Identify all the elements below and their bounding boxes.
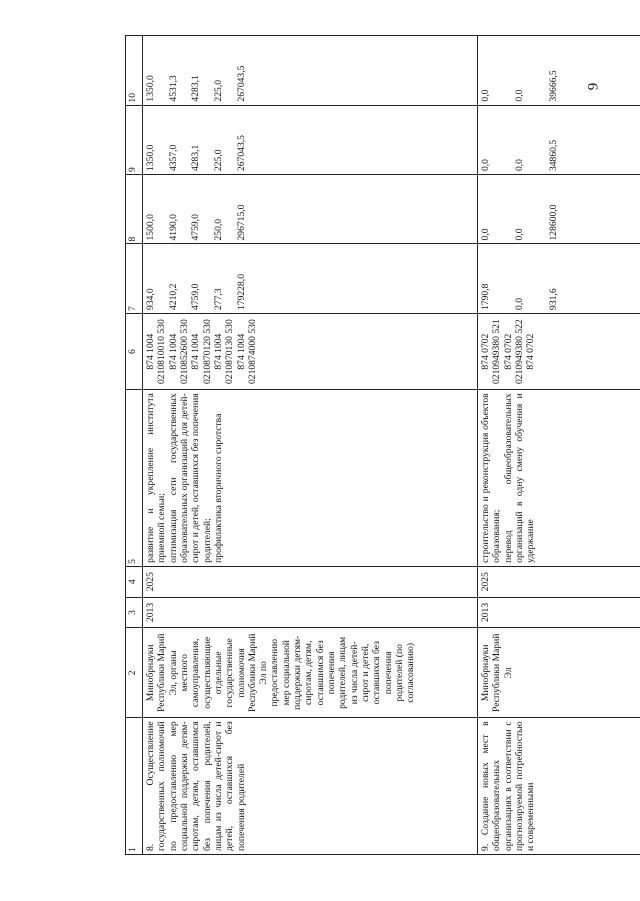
col-header: 8 <box>126 175 143 244</box>
measure-name: 8. Осуществление государственных полномочий по предоставлению мер социальной поддержки детям-сиротам, детям, оставшимся без попечения родителей, лицам из числа детей-сирот и детей, оставшихся без попечения родителей <box>143 718 478 855</box>
table-row <box>143 36 478 855</box>
col-header: 3 <box>126 597 143 628</box>
amounts-col7 <box>143 244 478 313</box>
amounts-col9 <box>143 105 478 174</box>
budget-code: 874 0702 <box>525 333 537 370</box>
amount: 0,0 <box>513 89 525 102</box>
amount: 0,0 <box>513 228 525 241</box>
amount: 4759,0 <box>190 283 202 310</box>
amount: 4210,2 <box>167 283 179 310</box>
col-header: 9 <box>126 105 143 174</box>
direction-item: профилактика вторичного сиротства <box>212 413 224 563</box>
budget-code: 874 0702 0210949380 522 <box>502 319 525 385</box>
amount: 277,3 <box>212 288 224 310</box>
col-header: 5 <box>126 390 143 567</box>
budget-codes <box>143 313 478 389</box>
amount: 296715,0 <box>235 204 247 241</box>
table-row <box>478 36 640 855</box>
budget-code: 874 1004 0210874000 530 <box>235 319 258 385</box>
directions <box>143 390 478 567</box>
amount: 0,0 <box>513 159 525 172</box>
amount: 0,0 <box>513 297 525 310</box>
col-header: 4 <box>126 566 143 597</box>
end-year: 2025 <box>478 566 640 597</box>
budget-code: 874 1004 0210810010 530 <box>145 319 168 385</box>
amounts-col8 <box>143 175 478 244</box>
amount: 267043,5 <box>235 65 247 102</box>
start-year: 2013 <box>143 597 478 628</box>
budget-code: 874 0702 0210949380 521 <box>480 319 503 385</box>
rotated-table-container <box>125 35 640 855</box>
amounts-col7 <box>478 244 640 313</box>
col-header: 1 <box>126 718 143 855</box>
program-table <box>125 35 640 855</box>
amount: 4283,1 <box>190 75 202 102</box>
direction-item: развитие и укрепление института приемной семьи; <box>145 393 168 563</box>
amount: 1350,0 <box>145 144 156 172</box>
amount: 1500,0 <box>145 214 156 241</box>
amounts-col9 <box>478 105 640 174</box>
col-header: 7 <box>126 244 143 313</box>
amount: 1350,0 <box>145 75 156 102</box>
col-header: 10 <box>126 36 143 106</box>
start-year: 2013 <box>478 597 640 628</box>
amount: 34860,5 <box>547 139 559 172</box>
direction-item: оптимизация сети государственных образовательных организаций для детей-сирот и детей, оставшихся без попечения родителей; <box>167 393 213 563</box>
amount: 225,0 <box>212 79 224 102</box>
amounts-col10 <box>143 36 478 106</box>
amount: 250,0 <box>212 218 224 241</box>
responsible-executor: Минобрнауки Республики Марий Эл, органы местного самоуправления, осуществляющие отдельные государственные полномочия Республики Марий Эл по предоставлению мер социальной поддержки детям-сиротам, детям, оставшимся без попечения родителей, лицам из числа детей-сирот и детей, оставшихся без попечения родителей (по согласованию) <box>143 628 478 718</box>
amount: 4190,0 <box>167 214 179 241</box>
budget-codes <box>478 313 640 389</box>
amount: 0,0 <box>480 228 491 241</box>
amount: 4357,0 <box>167 144 179 172</box>
amount: 4283,1 <box>190 144 202 172</box>
amount: 4531,3 <box>167 75 179 102</box>
amount: 128600,0 <box>547 204 559 241</box>
direction-item: строительство и реконструкция объектов образования; <box>480 393 503 563</box>
measure-name: 9. Создание новых мест в общеобразовательных организациях в соответствии с прогнозируемой потребностью и современными <box>478 718 640 855</box>
directions <box>478 390 640 567</box>
responsible-executor: Минобрнауки Республики Марий Эл <box>478 628 640 718</box>
col-header: 6 <box>126 313 143 389</box>
amounts-col8 <box>478 175 640 244</box>
amount: 0,0 <box>480 159 491 172</box>
amount: 1790,8 <box>480 283 491 310</box>
amount: 225,0 <box>212 149 224 172</box>
end-year: 2025 <box>143 566 478 597</box>
col-header: 2 <box>126 628 143 718</box>
budget-code: 874 1004 0210870120 530 <box>190 319 213 385</box>
amount: 934,0 <box>145 288 156 310</box>
column-number-row <box>126 36 143 855</box>
amount: 0,0 <box>480 89 491 102</box>
amount: 39666,5 <box>547 70 559 102</box>
amount: 931,6 <box>547 288 559 310</box>
amounts-col10 <box>478 36 640 106</box>
budget-code: 874 1004 0210870130 530 <box>212 319 236 385</box>
amount: 4759,0 <box>190 214 202 241</box>
amount: 179228,0 <box>235 273 247 310</box>
amount: 267043,5 <box>235 135 247 172</box>
page-number: 9 <box>585 82 602 91</box>
direction-item: перевод общеобразовательных организаций в одну смену обучения и удержание <box>502 393 537 563</box>
budget-code: 874 1004 0210852600 530 <box>167 319 190 385</box>
